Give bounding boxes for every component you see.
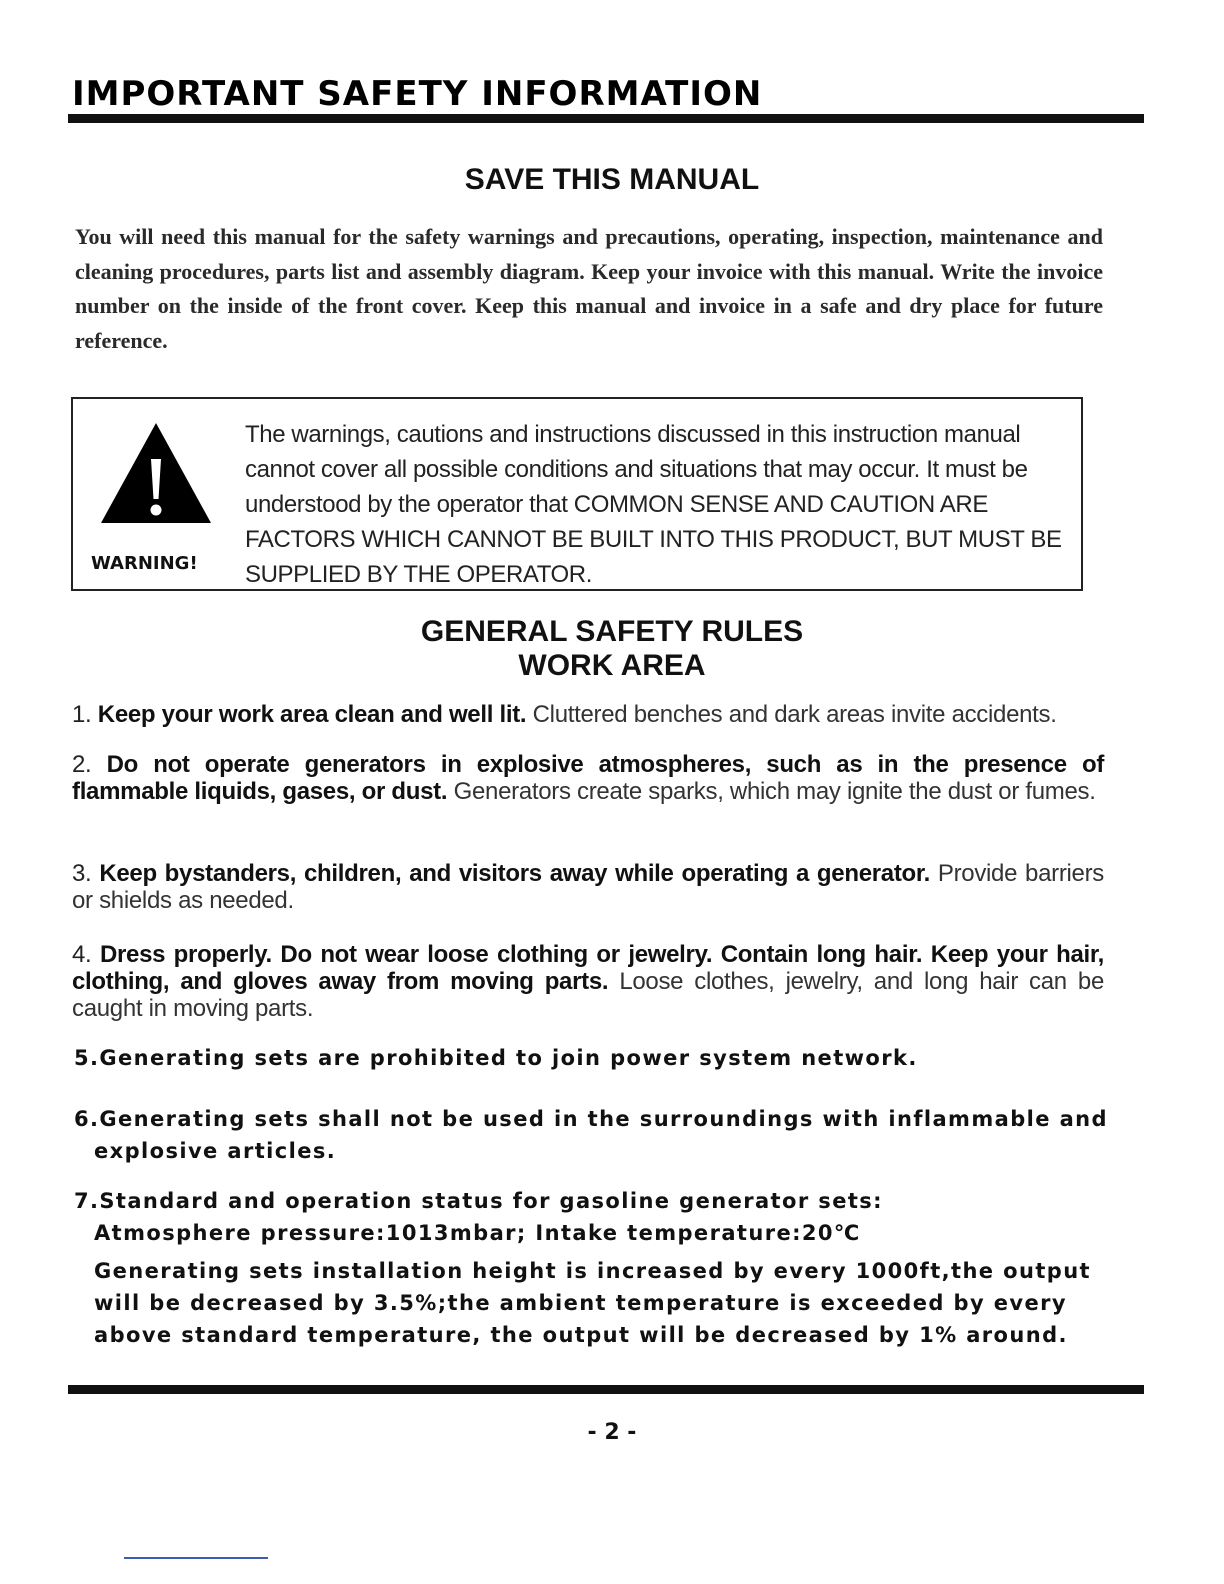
header-divider	[68, 114, 1144, 123]
warning-label: WARNING!	[91, 553, 198, 574]
rule-bold-text: Dress properly. Do not wear loose clothing or jewelry. Contain long hair. Keep your hair, clothing, and gloves away from moving parts.	[72, 941, 1104, 995]
general-safety-rules-title: GENERAL SAFETY RULES	[420, 615, 804, 648]
rule-body-text: Generators create sparks, which may ignite the dust or fumes.	[453, 778, 1096, 805]
warning-box	[71, 397, 1083, 591]
rule-6-line-2: explosive articles.	[94, 1139, 337, 1163]
safety-rule-3	[72, 860, 1104, 914]
footer-accent-line	[124, 1557, 268, 1559]
general-safety-rules-heading	[0, 615, 1224, 683]
safety-rule-5: 5.Generating sets are prohibited to join power system network.	[74, 1046, 918, 1070]
save-manual-text: You will need this manual for the safety warnings and precautions, operating, inspection, maintenance and cleaning procedures, parts list and assembly diagram. Keep your invoice with this manual. Write the invoice number on the inside of the front cover. Keep this manual and invoice in a safe and dry place for future reference.	[75, 224, 1103, 353]
safety-rule-7	[74, 1185, 1114, 1351]
rule-7-paragraph: Generating sets installation height is increased by every 1000ft,the output will be decreased by 3.5%;the ambient temperature is exceeded by every above standard temperature, the output will be decreased by 1% around.	[94, 1259, 1091, 1347]
rule-7-line-1: 7.Standard and operation status for gasoline generator sets:	[74, 1189, 883, 1213]
rule-number: 4.	[72, 941, 92, 968]
rule-number: 3.	[72, 860, 92, 887]
save-manual-heading: SAVE THIS MANUAL	[464, 163, 760, 196]
rule-bold-text: Do not operate generators in explosive atmospheres, such as in the presence of flammable liquids, gases, or dust.	[72, 751, 1105, 805]
footer-divider	[68, 1385, 1144, 1394]
warning-text: The warnings, cautions and instructions discussed in this instruction manual cannot cover all possible conditions and situations that may occur. It must be understood by the operator that COMMON SENSE AND CAUTION ARE FACTORS WHICH CANNOT BE BUILT INTO THIS PRODUCT, BUT MUST BE SUPPLIED BY THE OPERATOR.	[245, 421, 1062, 588]
rule-body-text: Provide barriers or shields as needed.	[72, 860, 1104, 914]
safety-rule-2	[72, 751, 1104, 805]
safety-rule-6	[74, 1103, 1114, 1167]
rule-number: 1.	[72, 701, 92, 728]
work-area-subtitle: WORK AREA	[518, 649, 706, 682]
rule-bold-text: Keep your work area clean and well lit.	[97, 701, 527, 728]
page-number: - 2 -	[587, 1420, 637, 1445]
page-title: IMPORTANT SAFETY INFORMATION	[72, 74, 763, 114]
safety-rule-1	[72, 701, 1104, 728]
rule-body-text: Loose clothes, jewelry, and long hair can be caught in moving parts.	[72, 968, 1104, 1022]
rule-7-line-2: Atmosphere pressure:1013mbar; Intake temperature:20℃	[94, 1221, 861, 1245]
safety-rule-4	[72, 941, 1104, 1022]
warning-triangle-icon	[99, 421, 213, 525]
rule-body-text: Cluttered benches and dark areas invite accidents.	[532, 701, 1057, 728]
rule-number: 2.	[72, 751, 92, 778]
rule-bold-text: Keep bystanders, children, and visitors away while operating a generator.	[99, 860, 930, 887]
rule-6-line-1: 6.Generating sets shall not be used in the surroundings with inflammable and	[74, 1107, 1108, 1131]
